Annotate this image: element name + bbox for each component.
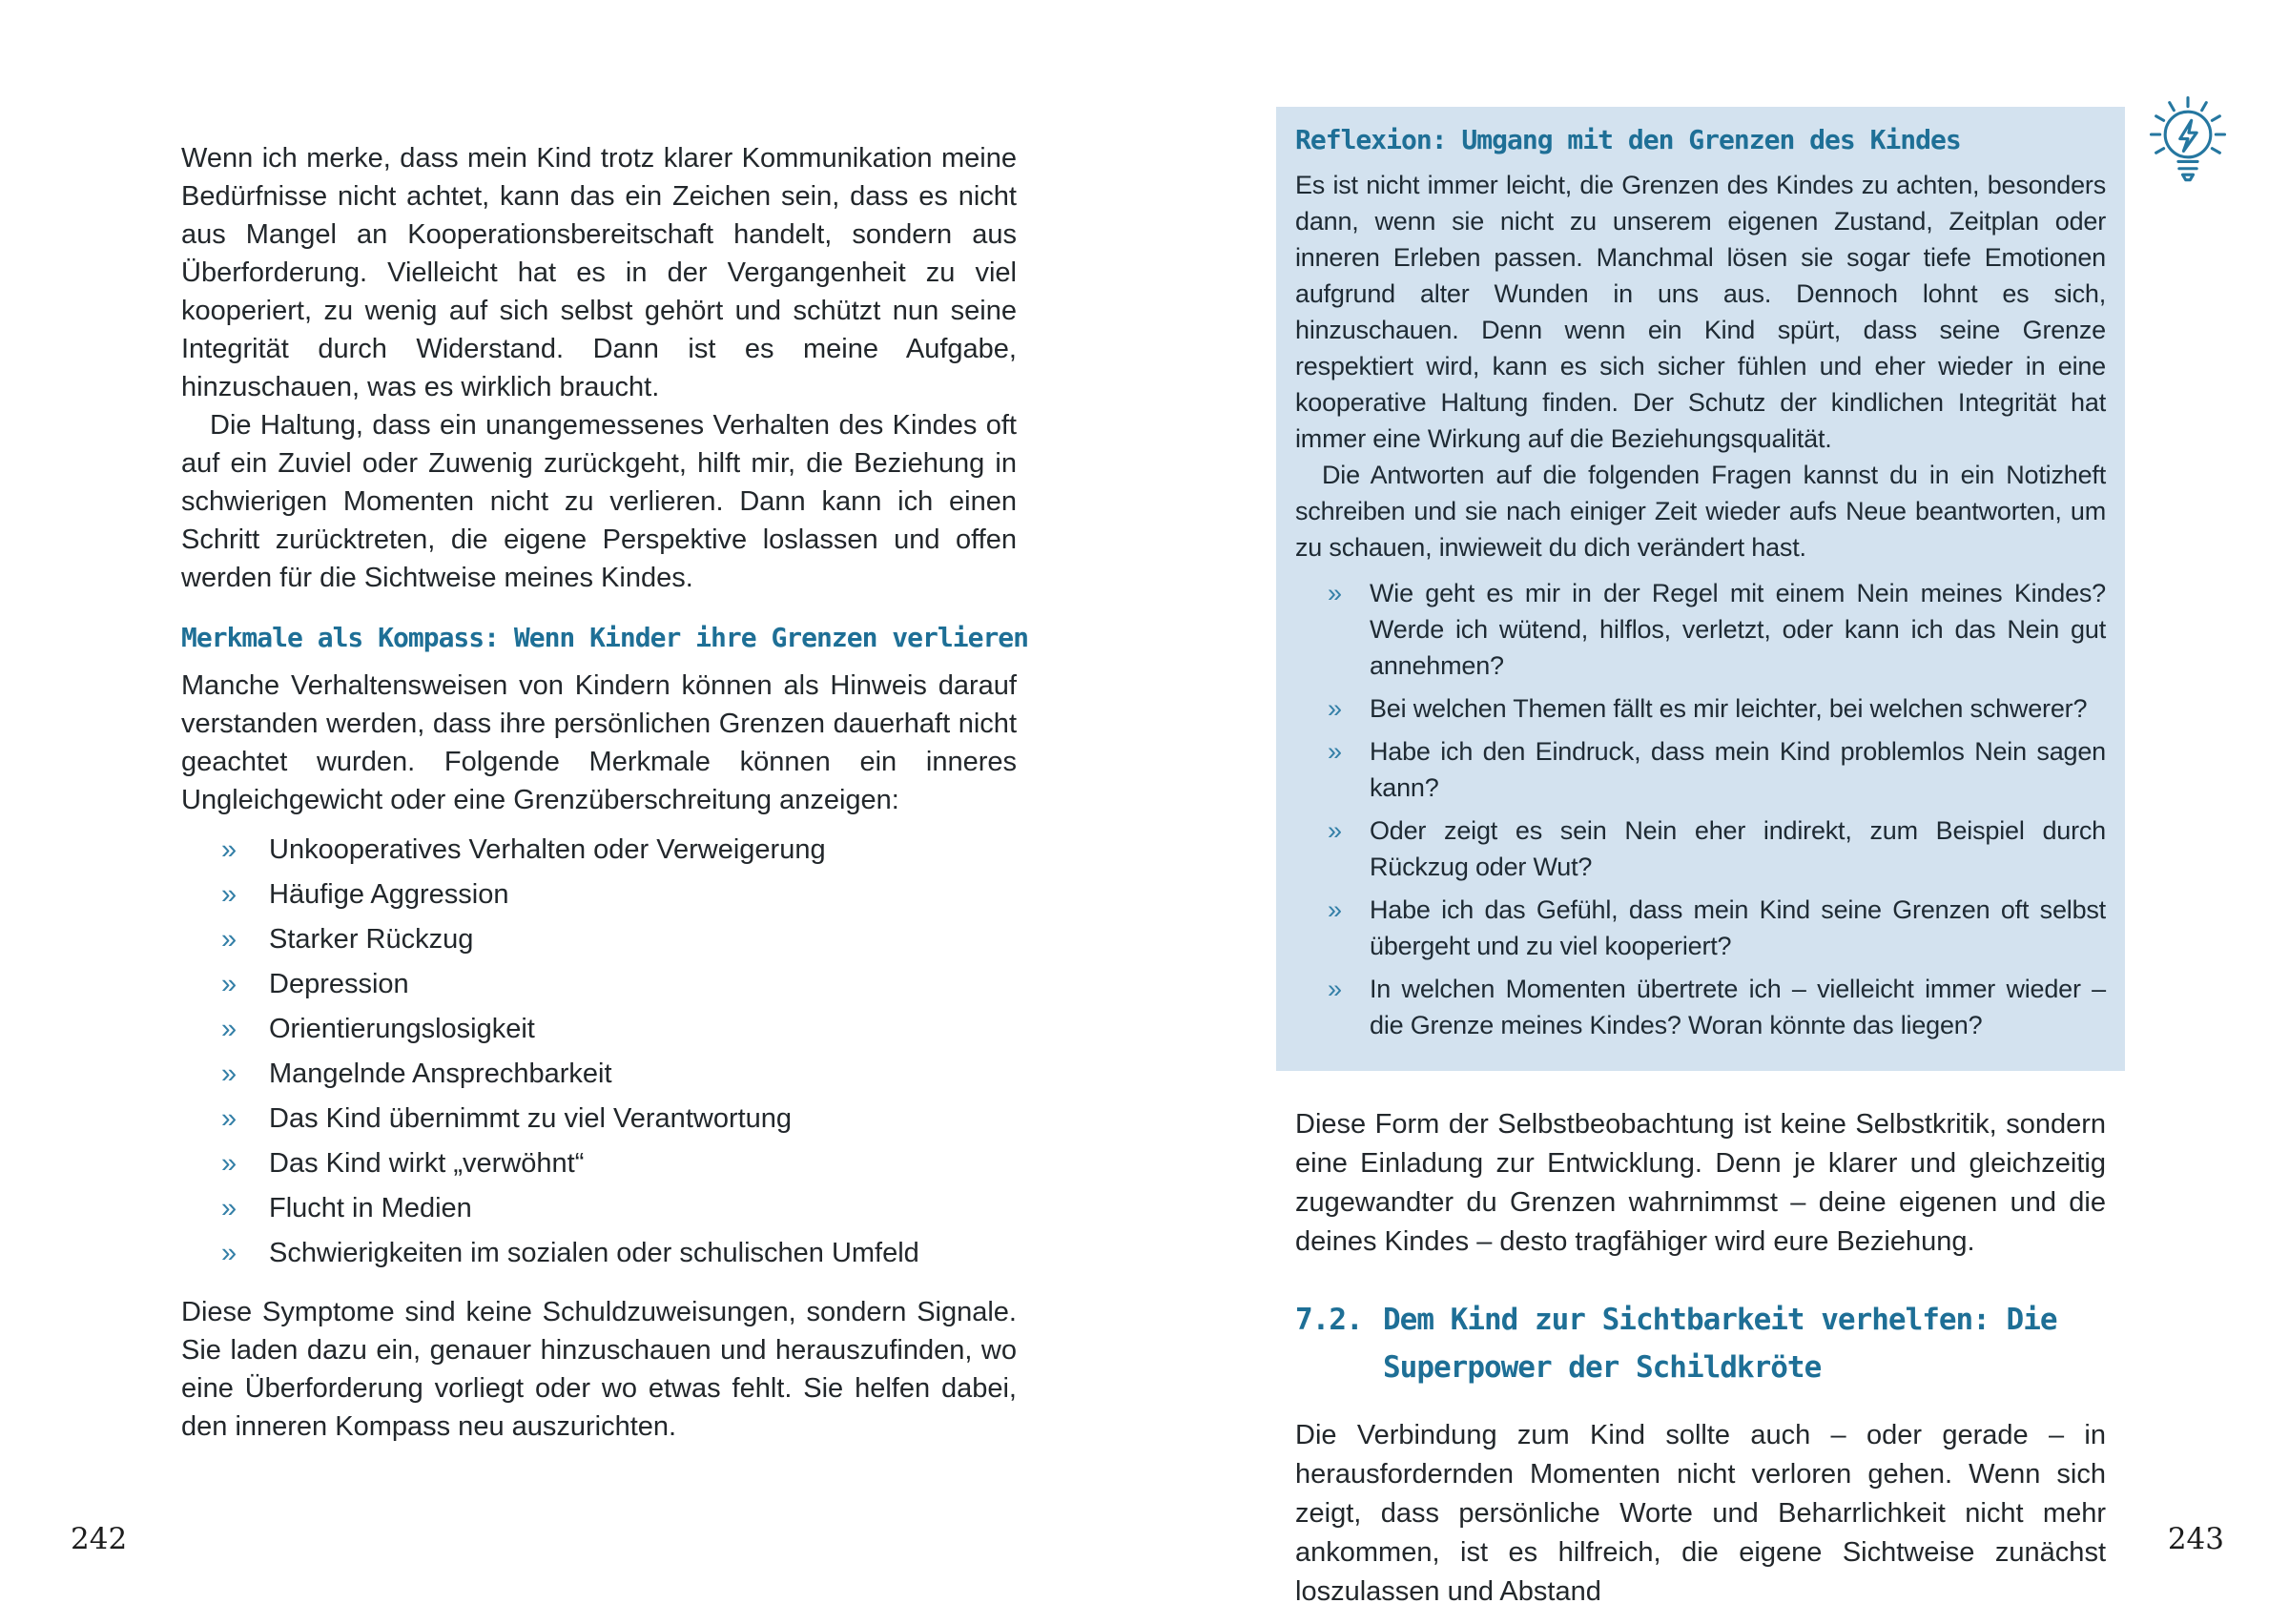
section-number: 7.2.: [1295, 1303, 1363, 1337]
list-item-text: Bei welchen Themen fällt es mir leichter, bei welchen schwerer?: [1370, 694, 2088, 723]
list-item: [1295, 690, 2106, 727]
list-item: [181, 1055, 1017, 1093]
list-item-text: Schwierigkeiten im sozialen oder schulischen Umfeld: [269, 1238, 919, 1268]
list-item-text: Orientierungslosigkeit: [269, 1014, 535, 1044]
page-number-right: 243: [2167, 1522, 2224, 1556]
chapter-section-heading: [1295, 1296, 2106, 1391]
page-number-left: 242: [71, 1522, 128, 1556]
list-item: [181, 1144, 1017, 1182]
paragraph: Diese Form der Selbstbeobachtung ist keine Selbstkritik, sondern eine Einladung zur Entwicklung. Denn je klarer und gleichzeitig zugewandter du Grenzen wahrnimmst – deine eigenen und die deines Kindes – desto tragfähiger wird eure Beziehung.: [1295, 1109, 2106, 1257]
paragraph: Die Haltung, dass ein unangemessenes Verhalten des Kindes oft auf ein Zuviel oder Zuwenig zurückgeht, hilft mir, die Beziehung in schwierigen Momenten nicht zu verlieren. Dann kann ich einen Schritt zurücktreten, die eigene Perspektive loslassen und offen werden für die Sichtweise meines Kindes.: [181, 410, 1017, 593]
list-item-text: Mangelnde Ansprechbarkeit: [269, 1059, 612, 1089]
reflection-questions-list: [1295, 575, 2106, 1043]
list-item: [181, 1189, 1017, 1227]
guillemet-bullet-marker: »: [1328, 816, 1342, 845]
list-item: [181, 831, 1017, 869]
reflection-box: [1276, 107, 2125, 1071]
guillemet-bullet-marker: »: [221, 1148, 237, 1179]
guillemet-bullet-marker: »: [1328, 975, 1342, 1003]
lightbulb-bolt-icon: [2146, 93, 2230, 196]
guillemet-bullet-marker: »: [221, 1059, 237, 1089]
right-page-column: [1276, 107, 2125, 1612]
list-item-text: Starker Rückzug: [269, 924, 474, 955]
list-item: [181, 875, 1017, 914]
section-subheading: Merkmale als Kompass: Wenn Kinder ihre Grenzen verlieren: [181, 622, 1029, 653]
paragraph: Wenn ich merke, dass mein Kind trotz klarer Kommunikation meine Bedürfnisse nicht achtet, kann das ein Zeichen sein, dass es nicht aus Mangel an Kooperationsbereitschaft handelt, sondern aus Überforderung. Vielleicht hat es in der Vergangenheit zu viel kooperiert, zu wenig auf sich selbst gehört und schützt nun seine Integrität durch Widerstand. Dann ist es meine Aufgabe, hinzuschauen, was es wirklich braucht.: [181, 143, 1017, 402]
guillemet-bullet-marker: »: [221, 924, 237, 955]
list-item-text: Unkooperatives Verhalten oder Verweigerung: [269, 834, 826, 865]
list-item: [181, 1234, 1017, 1272]
list-item: [181, 1100, 1017, 1138]
list-item-text: Wie geht es mir in der Regel mit einem Nein meines Kindes? Werde ich wütend, hilflos, verletzt, oder kann ich das Nein gut annehmen?: [1370, 579, 2106, 680]
paragraph: Manche Verhaltensweisen von Kindern können als Hinweis darauf verstanden werden, dass ihre persönlichen Grenzen dauerhaft nicht geachtet wurden. Folgende Merkmale können ein inneres Ungleichgewicht oder eine Grenzüberschreitung anzeigen:: [181, 670, 1017, 815]
list-item-text: Oder zeigt es sein Nein eher indirekt, zum Beispiel durch Rückzug oder Wut?: [1370, 816, 2106, 881]
left-page-column: [181, 139, 1029, 1446]
reflection-box-title: Reflexion: Umgang mit den Grenzen des Kindes: [1295, 124, 1961, 155]
list-item-text: Habe ich den Eindruck, dass mein Kind problemlos Nein sagen kann?: [1370, 737, 2106, 802]
signals-list: [181, 831, 1017, 1272]
list-item-text: Habe ich das Gefühl, dass mein Kind seine Grenzen oft selbst übergeht und zu viel kooperiert?: [1370, 895, 2106, 960]
guillemet-bullet-marker: »: [221, 879, 237, 910]
section-title-line: Superpower der Schildkröte: [1383, 1350, 1822, 1385]
list-item: [181, 920, 1017, 958]
guillemet-bullet-marker: »: [1328, 895, 1342, 924]
list-item-text: Das Kind wirkt „verwöhnt“: [269, 1148, 585, 1179]
paragraph: Es ist nicht immer leicht, die Grenzen des Kindes zu achten, besonders dann, wenn sie nicht zu unserem eigenen Zustand, Zeitplan oder inneren Erleben passen. Manchmal lösen sie sogar tiefe Emotionen aufgrund alter Wunden in uns aus. Dennoch lohnt es sich, hinzuschauen. Denn wenn ein Kind spürt, dass seine Grenze respektiert wird, kann es sich sicher fühlen und eher wieder in eine kooperative Haltung finden. Der Schutz der kindlichen Integrität hat immer eine Wirkung auf die Beziehungsqualität.: [1295, 171, 2106, 453]
paragraph: Diese Symptome sind keine Schuldzuweisungen, sondern Signale. Sie laden dazu ein, genauer hinzuschauen und herauszufinden, wo eine Überforderung vorliegt oder wo etwas fehlt. Sie helfen dabei, den inneren Kompass neu auszurichten.: [181, 1297, 1017, 1442]
list-item-text: Depression: [269, 969, 409, 999]
list-item: [1295, 971, 2106, 1043]
guillemet-bullet-marker: »: [221, 1014, 237, 1044]
paragraph: Die Verbindung zum Kind sollte auch – oder gerade – in herausfordernden Momenten nicht verloren gehen. Wenn sich zeigt, dass persönliche Worte und Beharrlichkeit nicht mehr ankommen, ist es hilfreich, die eigene Sichtweise zunächst loszulassen und Abstand: [1295, 1420, 2106, 1607]
list-item: [181, 965, 1017, 1003]
guillemet-bullet-marker: »: [1328, 737, 1342, 766]
guillemet-bullet-marker: »: [221, 1238, 237, 1268]
guillemet-bullet-marker: »: [1328, 579, 1342, 607]
guillemet-bullet-marker: »: [221, 834, 237, 865]
list-item: [1295, 575, 2106, 684]
list-item: [1295, 892, 2106, 964]
list-item-text: Das Kind übernimmt zu viel Verantwortung: [269, 1103, 793, 1134]
list-item: [1295, 733, 2106, 806]
paragraph: Die Antworten auf die folgenden Fragen kannst du in ein Notizheft schreiben und sie nach einiger Zeit wieder aufs Neue beantworten, um zu schauen, inwieweit du dich verändert hast.: [1295, 461, 2106, 562]
list-item-text: Häufige Aggression: [269, 879, 509, 910]
guillemet-bullet-marker: »: [221, 1103, 237, 1134]
guillemet-bullet-marker: »: [221, 1193, 237, 1223]
guillemet-bullet-marker: »: [1328, 694, 1342, 723]
list-item-text: Flucht in Medien: [269, 1193, 472, 1223]
guillemet-bullet-marker: »: [221, 969, 237, 999]
list-item-text: In welchen Momenten übertrete ich – vielleicht immer wieder – die Grenze meines Kindes? Woran könnte das liegen?: [1370, 975, 2106, 1039]
section-title-line: Dem Kind zur Sichtbarkeit verhelfen: Die: [1383, 1303, 2057, 1337]
list-item: [1295, 812, 2106, 885]
list-item: [181, 1010, 1017, 1048]
section-title: [1383, 1296, 2057, 1391]
